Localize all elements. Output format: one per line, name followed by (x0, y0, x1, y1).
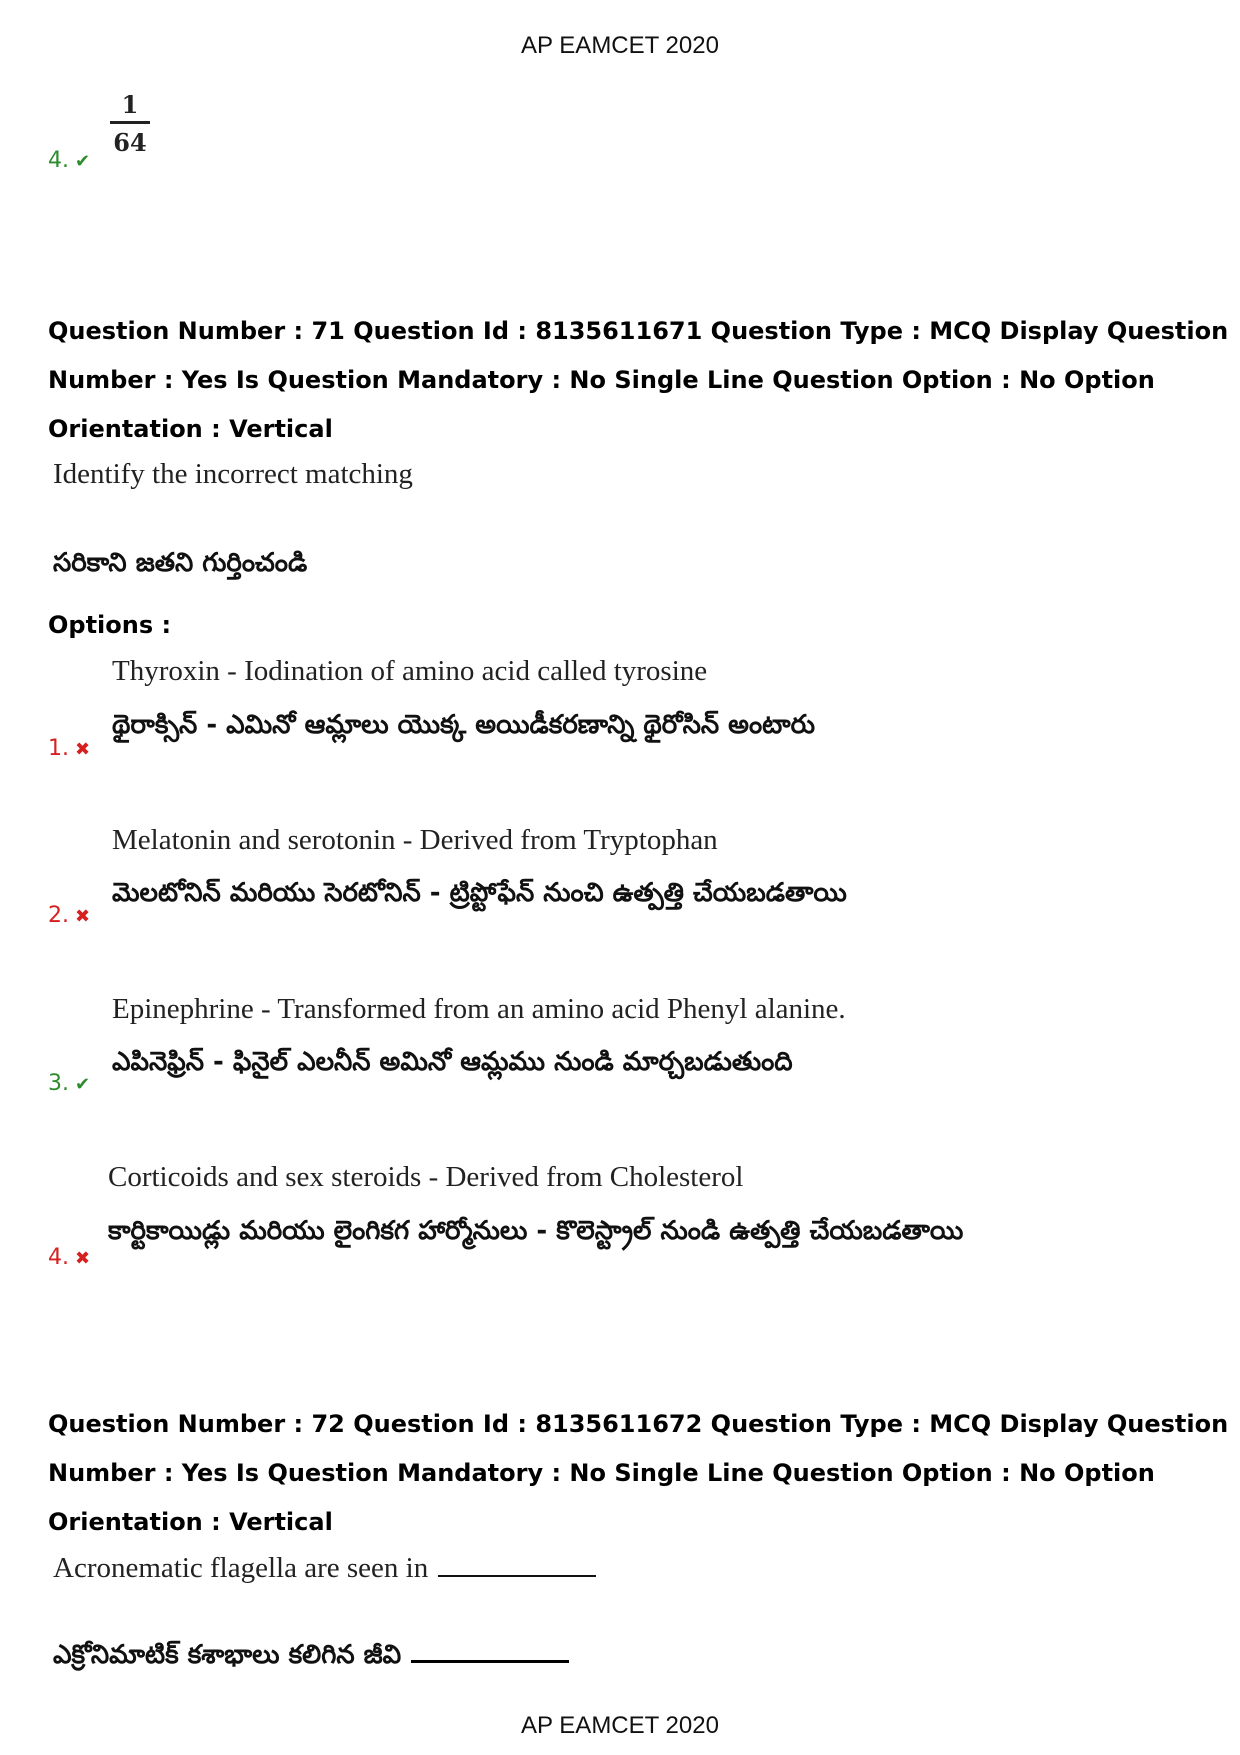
option-3-en: Epinephrine - Transformed from an amino acid Phenyl alanine. (112, 993, 846, 1025)
q71-meta-line: Question Number : 71 Question Id : 8135611671 Question Type : MCQ Display Question (48, 317, 1229, 345)
prev-option-number (48, 148, 90, 173)
option-4-te: కార్టికాయిడ్లు మరియు లైంగికగ హార్మోనులు - కొలెస్ట్రాల్ నుండి ఉత్పత్తి చేయబడతాయి (108, 1216, 964, 1246)
option-1-te: థైరాక్సిన్ - ఎమినో ఆమ్లాలు యొక్క అయిడీకరణాన్ని థైరోసిన్ అంటారు (112, 710, 815, 740)
q71-meta-line: Number : Yes Is Question Mandatory : No Single Line Question Option : No Option (48, 366, 1155, 394)
option-2-te: మెలటోనిన్ మరియు సెరటోనిన్ - ట్రిప్టోఫేన్ నుంచి ఉత్పత్తి చేయబడతాయి (112, 878, 847, 908)
cross-icon: ✖ (75, 906, 91, 927)
option-3-te: ఎపినెఫ్రిన్ - ఫినైల్ ఎలనీన్ అమినో ఆమ్లము నుండి మార్చబడుతుంది (112, 1047, 793, 1077)
option-4-en: Corticoids and sex steroids - Derived from Cholesterol (108, 1161, 744, 1193)
answer-blank (411, 1660, 569, 1663)
page-header: AP EAMCET 2020 (521, 32, 719, 59)
option-4-number-text: 4. (48, 1245, 69, 1270)
option-3-number-text: 3. (48, 1071, 69, 1096)
check-icon: ✔ (75, 151, 91, 172)
q71-meta-line: Orientation : Vertical (48, 415, 333, 443)
q71-meta (48, 307, 1229, 454)
option-1-en: Thyroxin - Iodination of amino acid called tyrosine (112, 655, 708, 687)
q71-question-te: సరికాని జతని గుర్తించండి (53, 548, 308, 578)
q72-meta-line: Question Number : 72 Question Id : 8135611672 Question Type : MCQ Display Question (48, 1410, 1229, 1438)
q72-question-te (53, 1640, 569, 1676)
q72-meta (48, 1400, 1229, 1547)
option-1-number (48, 736, 90, 761)
option-3-number (48, 1071, 90, 1096)
option-2-number-text: 2. (48, 903, 69, 928)
cross-icon: ✖ (75, 1248, 91, 1269)
q72-question-te-text: ఎక్రోనిమాటిక్ కశాభాలు కలిగిన జీవి (53, 1640, 402, 1670)
options-label: Options : (48, 611, 172, 639)
fraction-numerator: 1 (110, 90, 150, 124)
answer-blank (438, 1575, 596, 1577)
prev-option-number-text: 4. (48, 148, 69, 173)
fraction-answer (110, 90, 150, 157)
cross-icon: ✖ (75, 739, 91, 760)
page-footer: AP EAMCET 2020 (521, 1712, 719, 1739)
fraction-denominator: 64 (113, 128, 147, 157)
q72-question-en-text: Acronematic flagella are seen in (53, 1552, 429, 1584)
option-4-number (48, 1245, 90, 1270)
q72-question-en (53, 1552, 596, 1585)
option-2-en: Melatonin and serotonin - Derived from Tryptophan (112, 824, 718, 856)
option-2-number (48, 903, 90, 928)
q71-question-en: Identify the incorrect matching (53, 458, 413, 490)
option-1-number-text: 1. (48, 736, 69, 761)
check-icon: ✔ (75, 1074, 91, 1095)
q72-meta-line: Number : Yes Is Question Mandatory : No Single Line Question Option : No Option (48, 1459, 1155, 1487)
q72-meta-line: Orientation : Vertical (48, 1508, 333, 1536)
